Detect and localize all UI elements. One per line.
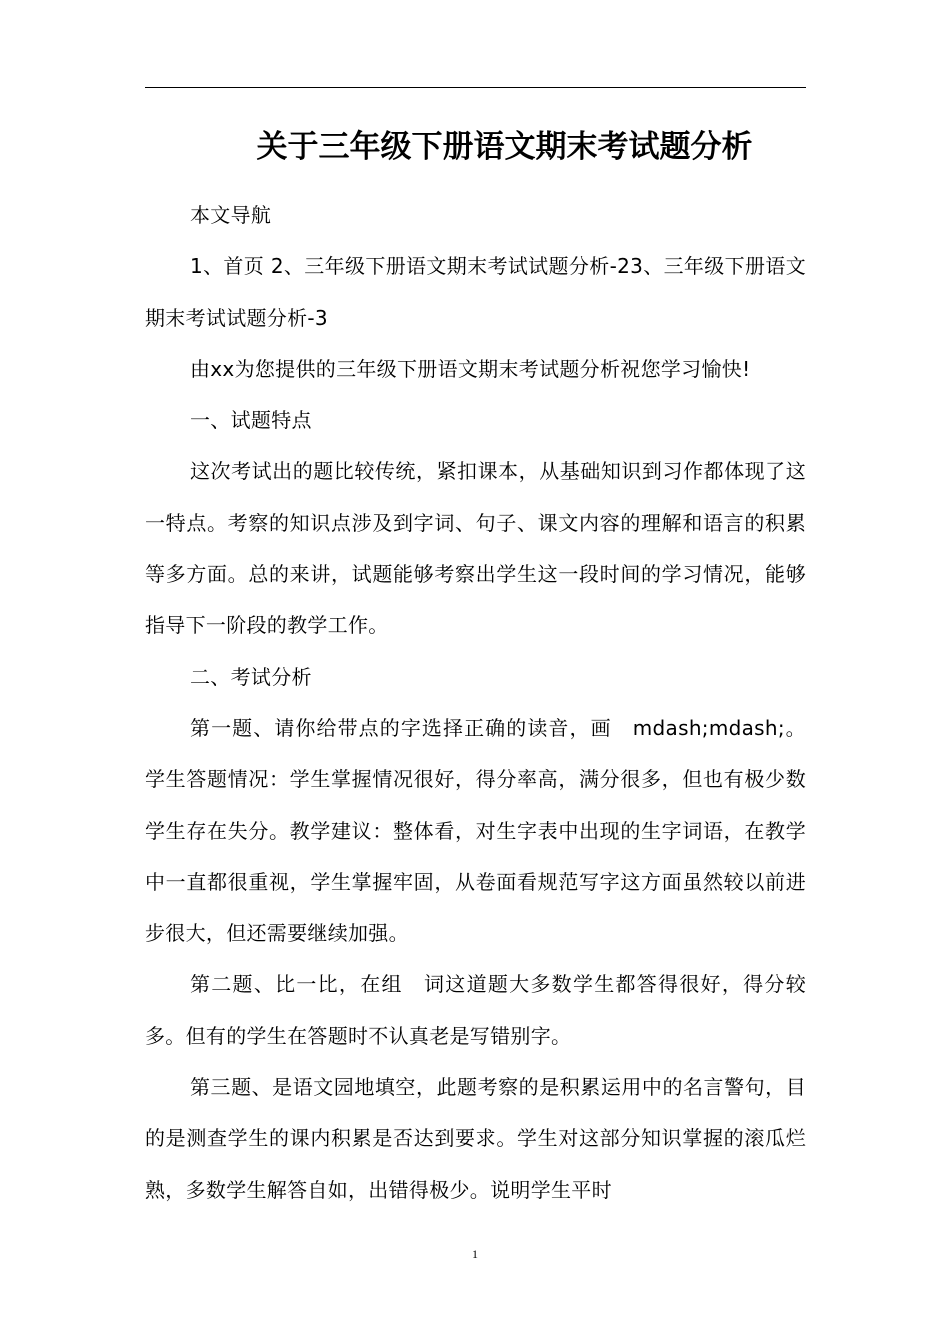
document-body xyxy=(145,190,806,1216)
question-one-paragraph: 第一题、请你给带点的字选择正确的读音，画 mdash;mdash;。 学生答题情况：学生掌握情况很好，得分率高，满分很多，但也有极少数学生存在失分。教学建议：整体看，对生字表中出现的生字词语，在教学中一直都很重视，学生掌握牢固，从卷面看规范写字这方面虽然较以前进步很大，但还需要继续加强。 xyxy=(145,715,806,946)
section-heading-features: 一、试题特点 xyxy=(190,408,312,433)
question-three-paragraph: 第三题、是语文园地填空，此题考察的是积累运用中的名言警句，目的是测查学生的课内积累是否达到要求。学生对这部分知识掌握的滚瓜烂熟，多数学生解答自如，出错得极少。说明学生平时 xyxy=(145,1075,806,1202)
question-two-paragraph: 第二题、比一比，在组 词这道题大多数学生都答得很好，得分较多。但有的学生在答题时不认真老是写错别字。 xyxy=(145,972,806,1048)
section-heading-analysis: 二、考试分析 xyxy=(190,664,312,689)
intro-paragraph: 由xx为您提供的三年级下册语文期末考试题分析祝您学习愉快! xyxy=(190,356,751,381)
nav-heading: 本文导航 xyxy=(190,203,272,227)
page-number: 1 xyxy=(472,1247,478,1261)
nav-links: 1、首页 2、三年级下册语文期末考试试题分析-23、三年级下册语文期末考试试题分析-3 xyxy=(145,254,806,330)
header-rule xyxy=(145,87,806,88)
features-paragraph: 这次考试出的题比较传统，紧扣课本，从基础知识到习作都体现了这一特点。考察的知识点涉及到字词、句子、课文内容的理解和语言的积累等多方面。总的来讲，试题能够考察出学生这一段时间的学习情况，能够指导下一阶段的教学工作。 xyxy=(145,459,806,638)
document-title: 关于三年级下册语文期末考试题分析 xyxy=(256,129,753,165)
